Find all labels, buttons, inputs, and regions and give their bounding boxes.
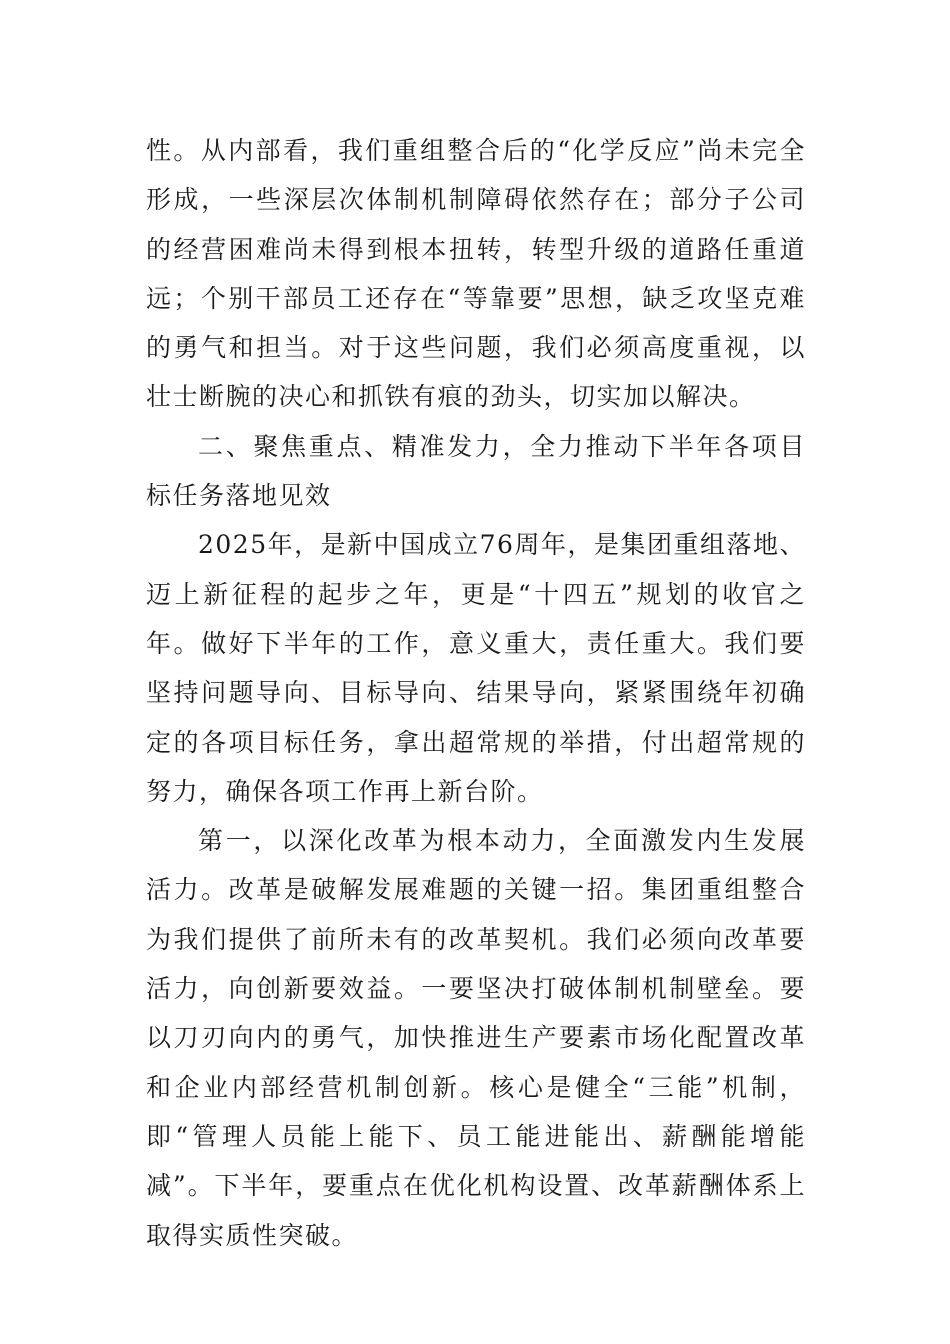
paragraph-problems-continued: 性。从内部看，我们重组整合后的“化学反应”尚未完全形成，一些深层次体制机制障碍依然存在；部分子公司的经营困难尚未得到根本扭转，转型升级的道路任重道远；个别干部员工还存在“等靠要”思想，缺乏攻坚克难的勇气和担当。对于这些问题，我们必须高度重视，以壮士断腕的决心和抓铁有痕的劲头，切实加以解决。 xyxy=(146,136,806,412)
section-heading-two: 二、聚焦重点、精准发力，全力推动下半年各项目标任务落地见效 xyxy=(146,431,806,511)
paragraph-2025-overview: 2025年，是新中国成立76周年，是集团重组落地、迈上新征程的起步之年，更是“十四五”规划的收官之年。做好下半年的工作，意义重大，责任重大。我们要坚持问题导向、目标导向、结果导向，紧紧围绕年初确定的各项目标任务，拿出超常规的举措，付出超常规的努力，确保各项工作再上新台阶。 xyxy=(146,530,806,806)
paragraph-first-reform: 第一，以深化改革为根本动力，全面激发内生发展活力。改革是破解发展难题的关键一招。集团重组整合为我们提供了前所未有的改革契机。我们必须向改革要活力，向创新要效益。一要坚决打破体制机制壁垒。要以刀刃向内的勇气，加快推进生产要素市场化配置改革和企业内部经营机制创新。核心是健全“三能”机制，即“管理人员能上能下、员工能进能出、薪酬能增能减”。下半年，要重点在优化机构设置、改革薪酬体系上取得实质性突破。 xyxy=(146,826,806,1250)
document-body xyxy=(146,126,806,1260)
